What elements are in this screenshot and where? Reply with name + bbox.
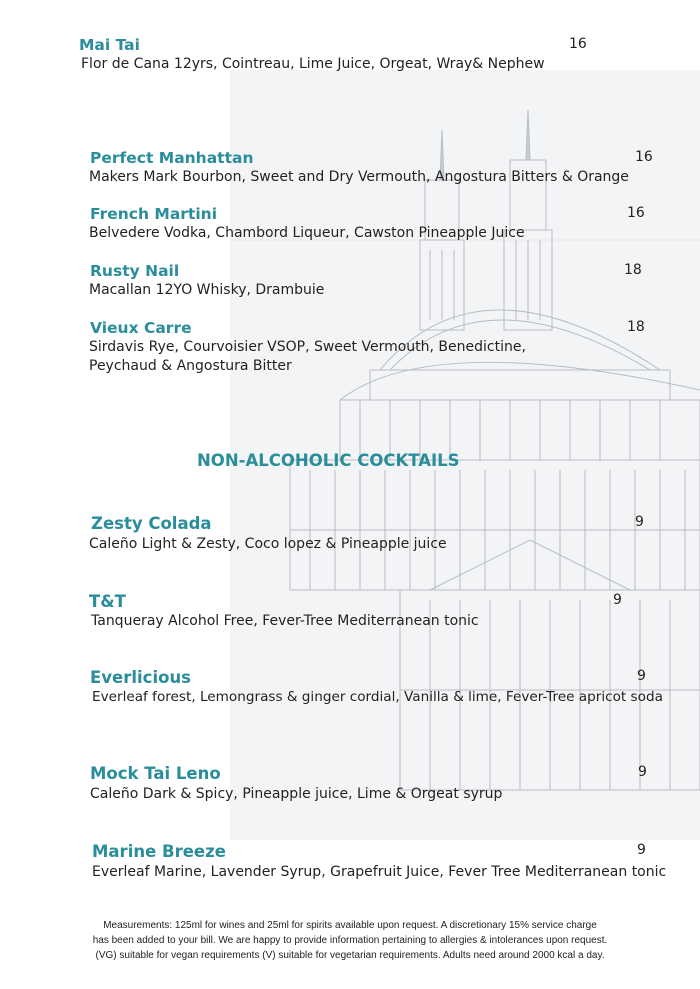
footer-line: Measurements: 125ml for wines and 25ml for spirits available upon request. A discretionary 15% service charge: [103, 920, 597, 931]
item-price: 9: [613, 592, 622, 608]
footer-line: has been added to your bill. We are happy to provide information pertaining to allergies & intolerances upon request.: [92, 935, 608, 946]
item-name: Zesty Colada: [91, 514, 212, 533]
item-price: 16: [635, 149, 653, 165]
item-description: Everleaf forest, Lemongrass & ginger cordial, Vanilla & lime, Fever-Tree apricot soda: [92, 689, 663, 705]
item-price: 9: [637, 842, 646, 858]
item-name: Everlicious: [90, 668, 192, 687]
item-price: 18: [627, 319, 645, 335]
item-description-line: Sirdavis Rye, Courvoisier VSOP, Sweet Vermouth, Benedictine,: [89, 339, 526, 355]
footer-notice: [0, 918, 700, 963]
item-description: Flor de Cana 12yrs, Cointreau, Lime Juice, Orgeat, Wray& Nephew: [81, 56, 545, 72]
item-price: 16: [569, 36, 587, 52]
item-description: [89, 338, 526, 376]
item-description: Belvedere Vodka, Chambord Liqueur, Cawston Pineapple Juice: [89, 225, 525, 241]
section-heading-non-alcoholic: NON-ALCOHOLIC COCKTAILS: [197, 451, 460, 470]
footer-line: (VG) suitable for vegan requirements (V) suitable for vegetarian requirements. Adults need around 2000 kcal a day.: [95, 950, 605, 961]
item-description: Makers Mark Bourbon, Sweet and Dry Vermouth, Angostura Bitters & Orange: [89, 169, 629, 185]
item-description: Everleaf Marine, Lavender Syrup, Grapefruit Juice, Fever Tree Mediterranean tonic: [92, 864, 667, 880]
item-name: Marine Breeze: [92, 842, 226, 861]
item-price: 9: [635, 514, 644, 530]
item-name: Perfect Manhattan: [90, 149, 254, 167]
item-price: 9: [638, 764, 647, 780]
item-name: T&T: [89, 592, 126, 611]
item-price: 9: [637, 668, 646, 684]
item-description: Macallan 12YO Whisky, Drambuie: [89, 282, 325, 298]
item-price: 18: [624, 262, 642, 278]
item-description-line: Peychaud & Angostura Bitter: [89, 358, 292, 374]
item-name: Rusty Nail: [90, 262, 180, 280]
item-name: Mai Tai: [79, 36, 140, 54]
item-name: Mock Tai Leno: [90, 764, 221, 783]
item-name: Vieux Carre: [90, 319, 192, 337]
item-name: French Martini: [90, 205, 218, 223]
item-description: Caleño Dark & Spicy, Pineapple juice, Lime & Orgeat syrup: [90, 786, 503, 802]
item-description: Tanqueray Alcohol Free, Fever-Tree Mediterranean tonic: [91, 613, 479, 629]
item-description: Caleño Light & Zesty, Coco lopez & Pineapple juice: [89, 536, 447, 552]
item-price: 16: [627, 205, 645, 221]
